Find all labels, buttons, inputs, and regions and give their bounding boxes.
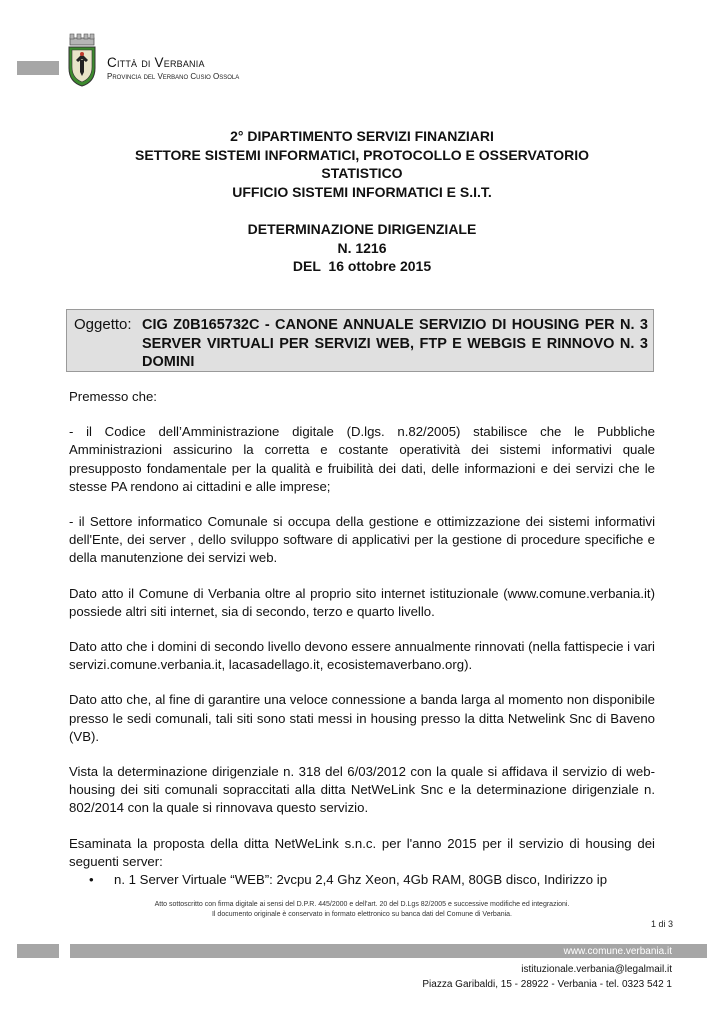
department-line-1: 2° DIPARTIMENTO SERVIZI FINANZIARI <box>230 128 494 144</box>
paragraph-settore-informatico: - il Settore informatico Comunale si occupa della gestione e ottimizzazione dei sistemi informativi dell'Ente, dei server , dello sviluppo software di applicativi per la gestione di procedure specifiche e della manutenzione dei servizi web. <box>69 514 655 566</box>
paragraph-codice-amministrazione: - il Codice dell’Amministrazione digitale (D.lgs. n.82/2005) stabilisce che le Pubbliche Amministrazioni assicurino la corretta e costante operatività dei sistemi informativi quale presupposto fondamentale per la qualità e fruibilità dei dati, delle informazioni e dei servizi che le stesse PA rendono ai cittadini e alle imprese; <box>69 424 655 494</box>
paragraph-domini: Dato atto che i domini di secondo livello devono essere annualmente rinnovati (nella fattispecie i vari servizi.comune.verbania.it, lacasadellago.it, ecosistemaverbano.org). <box>69 639 655 673</box>
bullet-icon: • <box>89 872 94 888</box>
determination-title: DETERMINAZIONE DIRIGENZIALE <box>247 221 477 237</box>
header-decor-bar <box>17 61 59 75</box>
list-item <box>69 871 655 889</box>
signature-note-line-1: Atto sottoscritto con firma digitale ai sensi del D.P.R. 445/2000 e dell'art. 20 del D.Lgs 82/2005 e successive modifiche ed integrazioni. <box>154 901 570 908</box>
department-line-3: STATISTICO <box>321 165 403 181</box>
department-line-4: UFFICIO SISTEMI INFORMATICI E S.I.T. <box>232 183 492 200</box>
signature-note <box>60 900 664 920</box>
signature-note-line-2: Il documento originale è conservato in formato elettronico su banca dati del Comune di Verbania. <box>211 911 512 918</box>
list-item-text: n. 1 Server Virtuale “WEB”: 2vcpu 2,4 Ghz Xeon, 4Gb RAM, 80GB disco, Indirizzo ip <box>114 872 608 888</box>
city-crest-logo <box>64 32 100 88</box>
paragraph-premesso: Premesso che: <box>69 389 157 404</box>
determination-heading <box>60 220 664 276</box>
footer-decor-bar <box>17 944 59 958</box>
subject-box <box>66 309 654 372</box>
province-name: Provincia del Verbano Cusio Ossola <box>107 72 240 81</box>
paragraph-determinazione: Vista la determinazione dirigenziale n. 318 del 6/03/2012 con la quale si affidava il servizio di web-housing dei siti comunali sopraccitati alla ditta NetWeLink Snc e la determinazione dirigenziale n. 802/2014 con la quale si rinnovava questo servizio. <box>69 764 655 816</box>
department-heading <box>60 127 664 201</box>
paragraph-siti-internet: Dato atto il Comune di Verbania oltre al proprio sito internet istituzionale (www.comune.verbania.it) possiede altri siti internet, sia di secondo, terzo e quarto livello. <box>69 585 655 619</box>
subject-label: Oggetto: <box>74 316 132 333</box>
document-body <box>69 388 655 889</box>
paragraph-proposta: Esaminata la proposta della ditta NetWeLink s.n.c. per l'anno 2015 per il servizio di housing dei seguenti server: <box>69 835 655 869</box>
determination-date: DEL 16 ottobre 2015 <box>292 258 432 274</box>
subject-text: CIG Z0B165732C - CANONE ANNUALE SERVIZIO DI HOUSING PER N. 3 SERVER VIRTUALI PER SERVIZI WEB, FTP E WEBGIS E RINNOVO N. 3 DOMINI <box>142 317 648 370</box>
page-number: 1 di 3 <box>650 919 673 929</box>
pec-email-link[interactable]: istituzionale.verbania@legalmail.it <box>521 964 672 975</box>
department-line-2: SETTORE SISTEMI INFORMATICI, PROTOCOLLO E OSSERVATORIO <box>134 146 589 163</box>
city-name: Città di Verbania <box>107 55 205 70</box>
determination-number: N. 1216 <box>337 239 387 256</box>
address-text: Piazza Garibaldi, 15 - 28922 - Verbania - tel. 0323 542 1 <box>422 979 672 990</box>
website-link[interactable]: www.comune.verbania.it <box>563 946 672 957</box>
paragraph-housing: Dato atto che, al fine di garantire una veloce connessione a banda larga al momento non disponibile presso le sedi comunali, tali siti sono stati messi in housing presso la ditta Netwelink Snc di Baveno (VB). <box>69 692 655 744</box>
